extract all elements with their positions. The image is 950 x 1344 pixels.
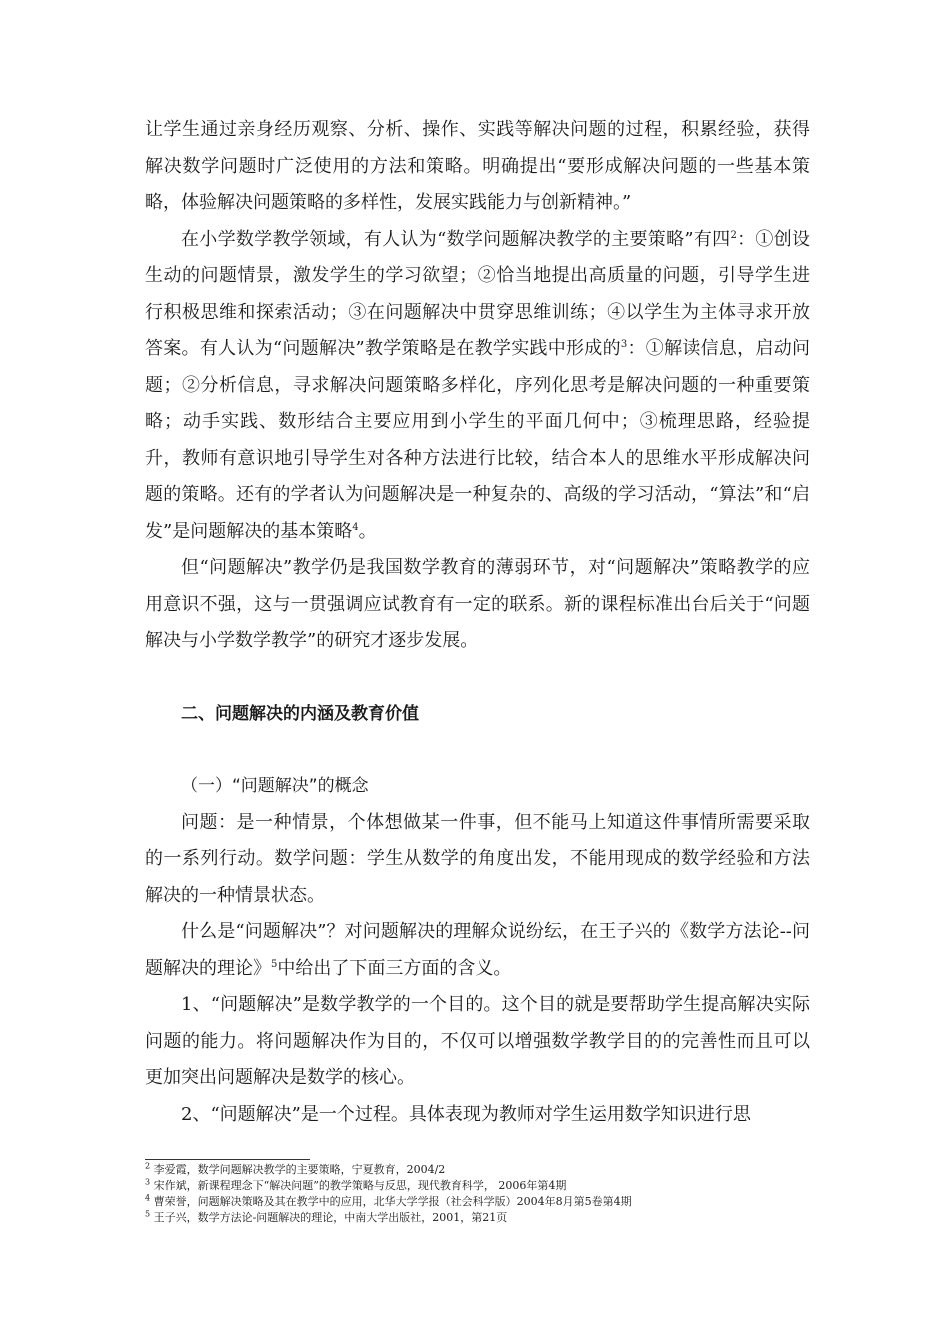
footnotes [145,1162,810,1226]
paragraph-6: 1、“问题解决”是数学教学的一个目的。这个目的就是要帮助学生提高解决实际问题的能力。将问题解决作为目的，不仅可以增强数学教学目的的完善性而且可以更加突出问题解决是数学的核心。 [145,994,810,1088]
paragraph-1: 让学生通过亲身经历观察、分析、操作、实践等解决问题的过程，积累经验，获得解决数学问题时广泛使用的方法和策略。明确提出“要形成解决问题的一些基本策略，体验解决问题策略的多样性，发展实践能力与创新精神。” [145,119,810,213]
footnote-number: 3 [145,1177,151,1187]
footnote-ref-3: 3 [620,339,628,350]
paragraph-5-text-b: 中给出了下面三方面的含义。 [277,957,512,979]
body-text [145,112,810,1133]
footnote-number: 5 [145,1209,151,1219]
footnote-number: 2 [145,1161,151,1171]
footnote-text: 曹荣誉，问题解决策略及其在教学中的应用，北华大学学报（社会科学版）2004年8月第5卷第4期 [153,1195,632,1208]
footnote-divider [145,1159,310,1160]
paragraph-2-text-a: 在小学数学教学领域，有人认为“数学问题解决教学的主要策略”有四 [181,228,731,250]
footnote-text: 宋作斌，新课程理念下“解决问题”的教学策略与反思，现代教育科学， 2006年第4期 [153,1179,567,1192]
subsection-heading-1: （一）“问题解决”的概念 [181,776,369,796]
paragraph-7: 2、“问题解决”是一个过程。具体表现为教师对学生运用数学知识进行思 [181,1103,751,1125]
section-heading-2: 二、问题解决的内涵及教育价值 [181,703,419,724]
footnote-number: 4 [145,1193,151,1203]
footnote-2 [145,1162,810,1178]
footnote-4 [145,1194,810,1210]
footnote-text: 李爱霞，数学问题解决教学的主要策略，宁夏教育，2004/2 [153,1163,446,1176]
footnote-5 [145,1210,810,1226]
paragraph-2-text-c: ：①解读信息，启动问题；②分析信息，寻求解决问题策略多样化，序列化思考是解决问题的一种重要策略；动手实践、数形结合主要应用到小学生的平面几何中；③梳理思路，经验提升，教师有意识地引导学生对各种方法进行比较，结合本人的思维水平形成解决问题的策略。还有的学者认为问题解决是一种复杂的、高级的学习活动，“算法”和“启发”是问题解决的基本策略 [145,338,810,542]
paragraph-2 [145,222,810,551]
paragraph-2-text-b: ：①创设生动的问题情景，激发学生的学习欲望；②恰当地提出高质量的问题，引导学生进行积极思维和探索活动；③在问题解决中贯穿思维训练；④以学生为主体寻求开放答案。有人认为“问题解决”教学策略是在教学实践中形成的 [145,228,810,359]
footnote-ref-5: 5 [271,958,278,970]
footnote-text: 王子兴，数学方法论-问题解决的理论，中南大学出版社，2001，第21页 [153,1211,508,1224]
paragraph-4: 问题：是一种情景，个体想做某一件事，但不能马上知道这件事情所需要采取的一系列行动。数学问题：学生从数学的角度出发，不能用现成的数学经验和方法解决的一种情景状态。 [145,811,810,906]
paragraph-5 [145,914,810,987]
paragraph-2-text-d: 。 [358,520,377,542]
paragraph-5-text-a: 什么是“问题解决”？对问题解决的理解众说纷纭，在王子兴的《数学方法论--问题解决的理论》 [145,921,810,979]
footnote-ref-2: 2 [730,229,737,241]
footnote-3 [145,1178,810,1194]
paragraph-3: 但“问题解决”教学仍是我国数学教育的薄弱环节，对“问题解决”策略教学的应用意识不强，这与一贯强调应试教育有一定的联系。新的课程标准出台后关于“问题解决与小学数学教学”的研究才逐步发展。 [145,557,810,651]
footnote-ref-4: 4 [352,521,359,533]
